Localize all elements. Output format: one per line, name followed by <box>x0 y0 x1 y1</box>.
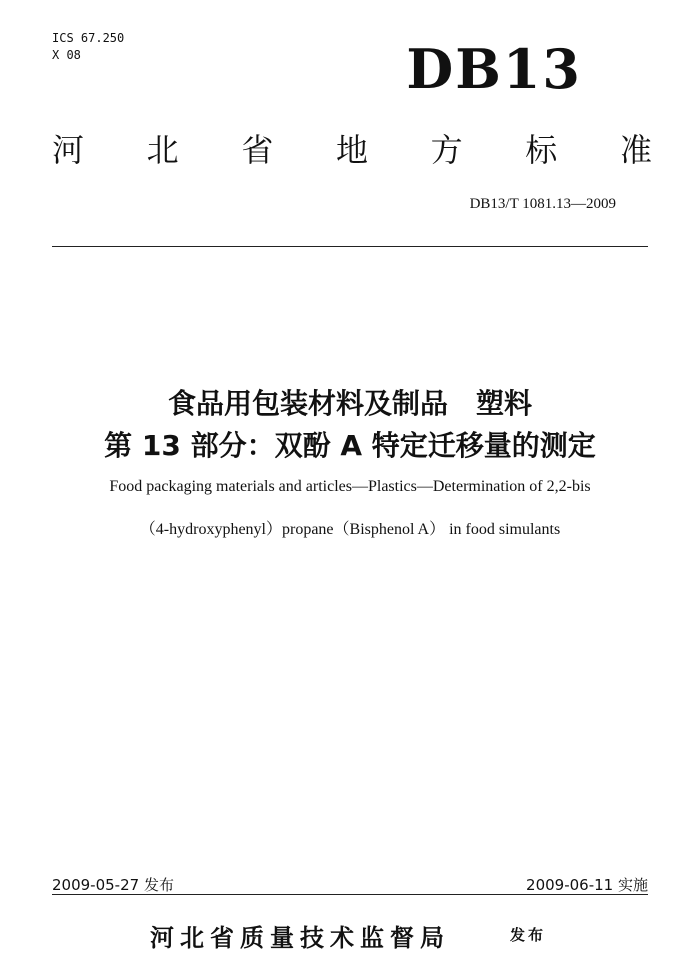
title-cn-line1: 食品用包装材料及制品 塑料 <box>167 387 532 420</box>
title-en-line1: Food packaging materials and articles—Plastics—Determination of 2,2-bis <box>109 478 591 495</box>
ics-block <box>52 30 124 64</box>
standard-type-char: 准 <box>619 131 652 169</box>
issued-label: 发布 <box>510 926 547 944</box>
db13-logo: DB13 <box>406 37 582 101</box>
standard-type-char: 方 <box>430 131 463 169</box>
implement-date: 2009-06-11 实施 <box>526 876 648 894</box>
standard-type-char: 北 <box>146 131 179 169</box>
standard-type-char: 标 <box>525 131 558 169</box>
issuer-name: 河北省质量技术监督局 <box>150 924 450 952</box>
footer-divider <box>52 894 648 895</box>
standard-type-char: 地 <box>335 131 368 169</box>
header-divider <box>52 246 648 247</box>
ics-code: ICS 67.250 <box>52 31 125 45</box>
standard-code: DB13/T 1081.13—2009 <box>469 196 616 212</box>
standard-type-heading <box>52 130 652 170</box>
standard-type-char: 河 <box>52 131 85 169</box>
title-en-line2: （4-hydroxyphenyl）propane（Bisphenol A） in food simulants <box>139 521 561 538</box>
classification-code: X 08 <box>52 48 81 62</box>
standard-type-char: 省 <box>241 131 274 169</box>
title-cn-line2: 第 13 部分：双酚 A 特定迁移量的测定 <box>104 429 596 462</box>
publish-date: 2009-05-27 发布 <box>52 876 174 894</box>
